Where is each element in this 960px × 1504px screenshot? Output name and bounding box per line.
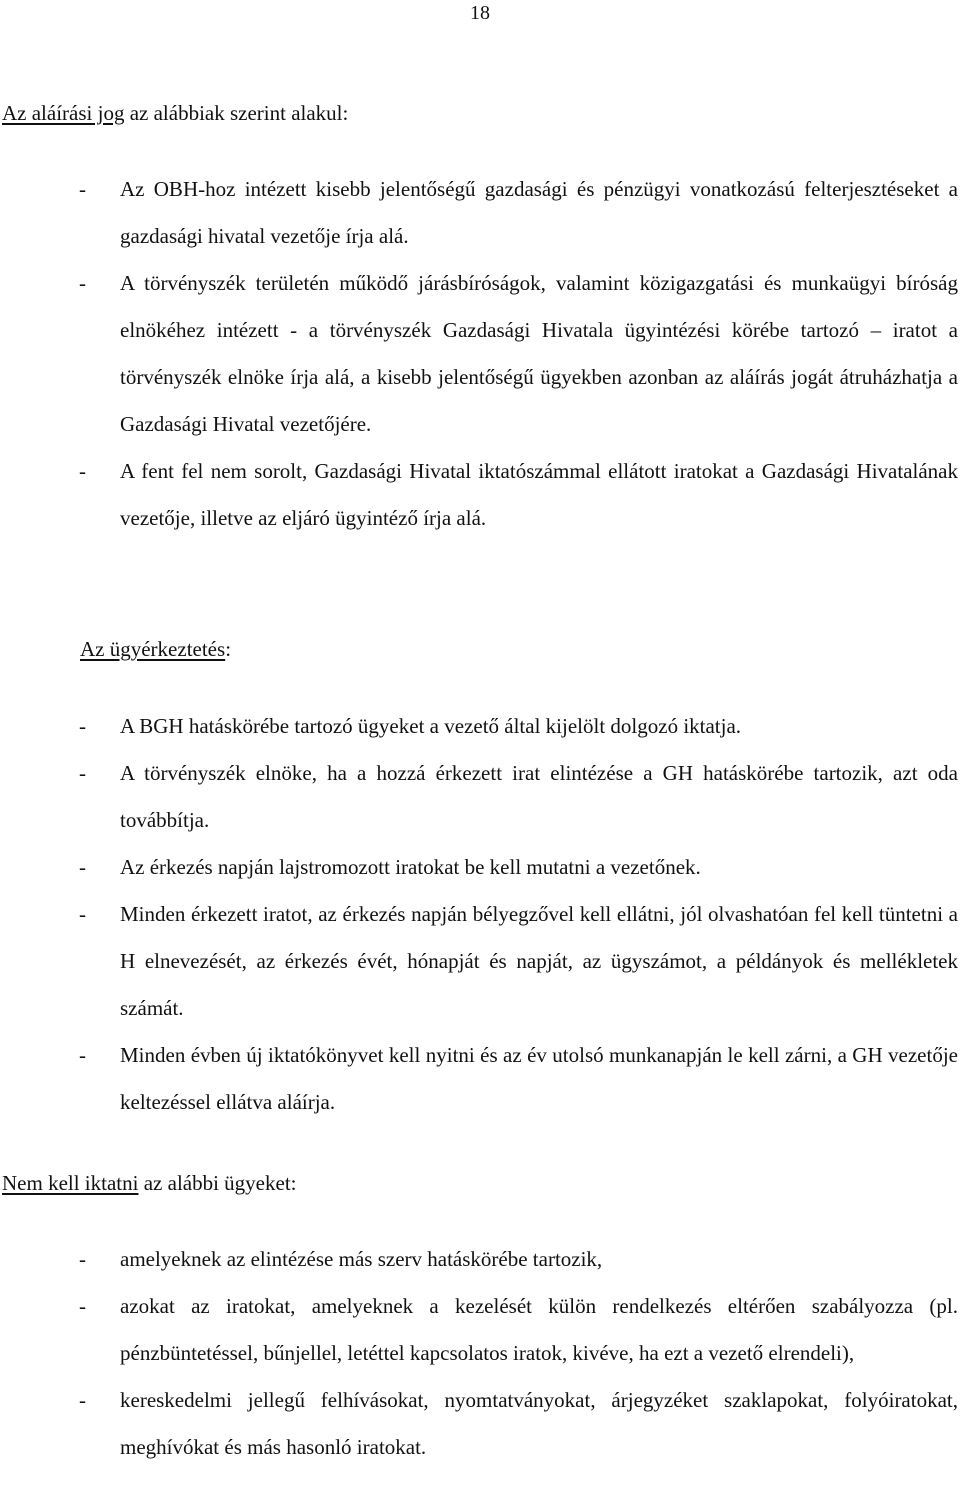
list-item: [0, 750, 960, 844]
registration-heading-underlined: Az ügyérkeztetés: [80, 637, 226, 661]
signature-list: [0, 166, 960, 542]
list-item-text: Az érkezés napján lajstromozott iratokat be kell mutatni a vezetőnek.: [120, 855, 701, 879]
list-item-text: A fent fel nem sorolt, Gazdasági Hivatal iktatószámmal ellátott iratokat a Gazdasági Hivatalának vezetője, illetve az eljáró ügyintéző írja alá.: [120, 459, 958, 530]
bullet-dash: -: [79, 177, 86, 201]
list-item: [0, 703, 960, 750]
registration-list: [0, 703, 960, 1126]
list-item: [0, 166, 960, 260]
signature-heading: [2, 101, 348, 126]
bullet-dash: -: [79, 902, 86, 926]
bullet-dash: -: [79, 1247, 86, 1271]
list-item-text: A törvényszék területén működő járásbíróságok, valamint közigazgatási és munkaügyi bíróság elnökéhez intézett - a törvényszék Gazdasági Hivatala ügyintézési körébe tartozó – iratot a törvényszék elnöke írja alá, a kisebb jelentőségű ügyekben azonban az aláírás jogát átruházhatja a Gazdasági Hivatal vezetőjére.: [120, 271, 958, 436]
list-item: [0, 891, 960, 1032]
no-filing-heading-underlined: Nem kell iktatni: [2, 1171, 139, 1195]
list-item: [0, 1032, 960, 1126]
list-item-text: Az OBH-hoz intézett kisebb jelentőségű gazdasági és pénzügyi vonatkozású felterjesztéseket a gazdasági hivatal vezetője írja alá.: [120, 177, 958, 248]
page-number: 18: [470, 2, 490, 24]
signature-heading-underlined: Az aláírási jog: [2, 101, 125, 125]
list-item: [0, 1377, 960, 1471]
bullet-dash: -: [79, 1294, 86, 1318]
list-item: [0, 448, 960, 542]
no-filing-heading: [2, 1171, 297, 1196]
bullet-dash: -: [79, 855, 86, 879]
list-item-text: amelyeknek az elintézése más szerv hatáskörébe tartozik,: [120, 1247, 603, 1271]
bullet-dash: -: [79, 714, 86, 738]
list-item-text: A BGH hatáskörébe tartozó ügyeket a vezető által kijelölt dolgozó iktatja.: [120, 714, 742, 738]
bullet-dash: -: [79, 761, 86, 785]
signature-heading-rest: az alábbiak szerint alakul:: [124, 101, 349, 125]
registration-heading: [80, 637, 231, 662]
no-filing-list: [0, 1236, 960, 1471]
bullet-dash: -: [79, 459, 86, 483]
list-item: [0, 844, 960, 891]
list-item: [0, 260, 960, 448]
registration-heading-rest: :: [225, 637, 232, 661]
bullet-dash: -: [79, 271, 86, 295]
list-item-text: azokat az iratokat, amelyeknek a kezelését külön rendelkezés eltérően szabályozza (pl. pénzbüntetéssel, bűnjellel, letéttel kapcsolatos iratok, kivéve, ha ezt a vezető elrendeli),: [120, 1294, 958, 1365]
list-item-text: A törvényszék elnöke, ha a hozzá érkezett irat elintézése a GH hatáskörébe tartozik, azt oda továbbítja.: [120, 761, 958, 832]
bullet-dash: -: [79, 1388, 86, 1412]
list-item-text: kereskedelmi jellegű felhívásokat, nyomtatványokat, árjegyzéket szaklapokat, folyóiratokat, meghívókat és más hasonló iratokat.: [120, 1388, 958, 1459]
no-filing-heading-rest: az alábbi ügyeket:: [138, 1171, 297, 1195]
list-item-text: Minden évben új iktatókönyvet kell nyitni és az év utolsó munkanapján le kell zárni, a GH vezetője keltezéssel ellátva aláírja.: [120, 1043, 958, 1114]
bullet-dash: -: [79, 1043, 86, 1067]
list-item: [0, 1283, 960, 1377]
list-item: [0, 1236, 960, 1283]
list-item-text: Minden érkezett iratot, az érkezés napján bélyegzővel kell ellátni, jól olvashatóan fel kell tüntetni a H elnevezését, az érkezés évét, hónapját és napját, az ügyszámot, a példányok és mellékletek számát.: [120, 902, 958, 1020]
